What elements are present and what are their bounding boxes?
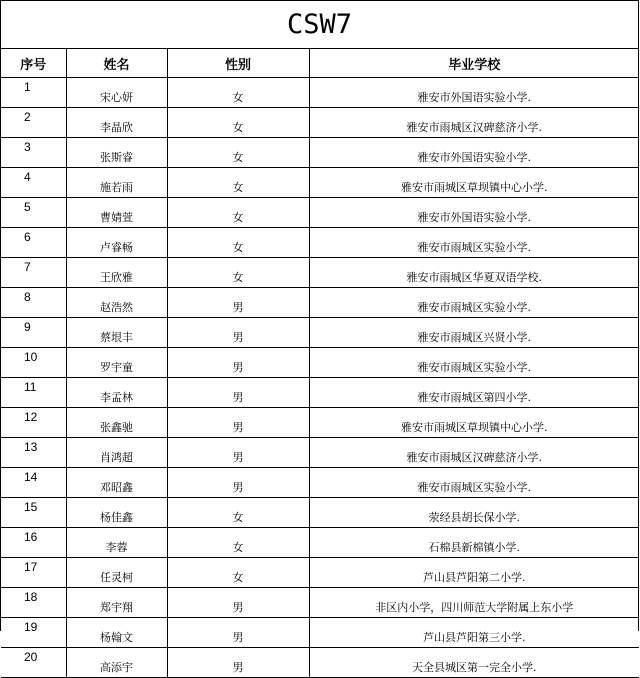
graduation-school: 天全县城区第一完全小学. [309,648,639,678]
student-gender: 男 [167,408,309,438]
row-number: 20 [1,648,66,678]
student-name: 张斯睿 [66,138,167,168]
student-name: 高添宇 [66,648,167,678]
student-gender: 男 [167,288,309,318]
student-gender: 女 [167,168,309,198]
student-name: 宋心妍 [66,78,167,108]
student-name: 杨翰文 [66,618,167,648]
table-row [1,498,639,528]
student-name: 蔡垠丰 [66,318,167,348]
student-gender: 女 [167,498,309,528]
row-number: 12 [1,408,66,438]
student-name: 王欣雅 [66,258,167,288]
student-gender: 男 [167,648,309,678]
graduation-school: 雅安市雨城区第四小学. [309,378,639,408]
row-number: 3 [1,138,66,168]
header-name: 姓名 [66,49,167,78]
graduation-school: 芦山县芦阳第二小学. [309,558,639,588]
student-name: 肖鸿超 [66,438,167,468]
graduation-school: 雅安市雨城区兴贤小学. [309,318,639,348]
row-number: 2 [1,108,66,138]
student-gender: 女 [167,558,309,588]
row-number: 8 [1,288,66,318]
table-row [1,318,639,348]
graduation-school: 雅安市外国语实验小学. [309,138,639,168]
student-gender: 女 [167,228,309,258]
student-gender: 男 [167,618,309,648]
graduation-school: 石棉县新棉镇小学. [309,528,639,558]
student-gender: 女 [167,528,309,558]
student-gender: 男 [167,468,309,498]
student-name: 李蓉 [66,528,167,558]
table-row [1,558,639,588]
row-number: 16 [1,528,66,558]
table-row [1,168,639,198]
row-number: 7 [1,258,66,288]
student-name: 任灵柯 [66,558,167,588]
table-row [1,528,639,558]
graduation-school: 芦山县芦阳第三小学. [309,618,639,648]
table-row [1,348,639,378]
student-gender: 男 [167,438,309,468]
graduation-school: 雅安市外国语实验小学. [309,78,639,108]
student-gender: 女 [167,78,309,108]
graduation-school: 荥经县胡长保小学. [309,498,639,528]
student-name: 赵浩然 [66,288,167,318]
table-row [1,438,639,468]
student-gender: 男 [167,588,309,618]
student-name: 郑宇翔 [66,588,167,618]
row-number: 19 [1,618,66,648]
header-gender: 性别 [167,49,309,78]
table-row [1,618,639,648]
student-name: 邓昭鑫 [66,468,167,498]
student-gender: 女 [167,258,309,288]
header-no: 序号 [1,49,66,78]
student-gender: 男 [167,348,309,378]
table-row [1,198,639,228]
row-number: 18 [1,588,66,618]
row-number: 17 [1,558,66,588]
graduation-school: 雅安市雨城区华夏双语学校. [309,258,639,288]
student-table [1,49,639,678]
graduation-school: 雅安市雨城区实验小学. [309,468,639,498]
table-row [1,378,639,408]
sheet-title: CSW7 [1,1,638,49]
student-name: 施若雨 [66,168,167,198]
table-row [1,468,639,498]
table-row [1,588,639,618]
row-number: 6 [1,228,66,258]
table-row [1,228,639,258]
table-row [1,78,639,108]
table-row [1,258,639,288]
table-row [1,138,639,168]
graduation-school: 雅安市雨城区实验小学. [309,288,639,318]
student-name: 卢睿畅 [66,228,167,258]
row-number: 14 [1,468,66,498]
student-name: 李孟林 [66,378,167,408]
student-gender: 女 [167,138,309,168]
table-body [1,78,639,678]
student-gender: 男 [167,318,309,348]
row-number: 15 [1,498,66,528]
student-gender: 女 [167,198,309,228]
table-row [1,288,639,318]
row-number: 4 [1,168,66,198]
row-number: 1 [1,78,66,108]
header-school: 毕业学校 [309,49,639,78]
table-row [1,648,639,678]
graduation-school: 雅安市雨城区草坝镇中心小学. [309,408,639,438]
student-name: 曹婧萱 [66,198,167,228]
graduation-school: 雅安市雨城区汉碑慈济小学. [309,438,639,468]
student-name: 张鑫驰 [66,408,167,438]
row-number: 5 [1,198,66,228]
graduation-school: 雅安市雨城区汉碑慈济小学. [309,108,639,138]
table-row [1,108,639,138]
table-row [1,408,639,438]
student-name: 李晶欣 [66,108,167,138]
header-row [1,49,639,78]
row-number: 11 [1,378,66,408]
row-number: 10 [1,348,66,378]
row-number: 9 [1,318,66,348]
row-number: 13 [1,438,66,468]
graduation-school: 雅安市雨城区实验小学. [309,348,639,378]
student-gender: 男 [167,378,309,408]
graduation-school: 雅安市雨城区实验小学. [309,228,639,258]
graduation-school: 非区内小学，四川师范大学附属上东小学 [309,588,639,618]
student-name: 杨佳鑫 [66,498,167,528]
graduation-school: 雅安市雨城区草坝镇中心小学. [309,168,639,198]
student-name: 罗宇童 [66,348,167,378]
student-gender: 女 [167,108,309,138]
graduation-school: 雅安市外国语实验小学. [309,198,639,228]
